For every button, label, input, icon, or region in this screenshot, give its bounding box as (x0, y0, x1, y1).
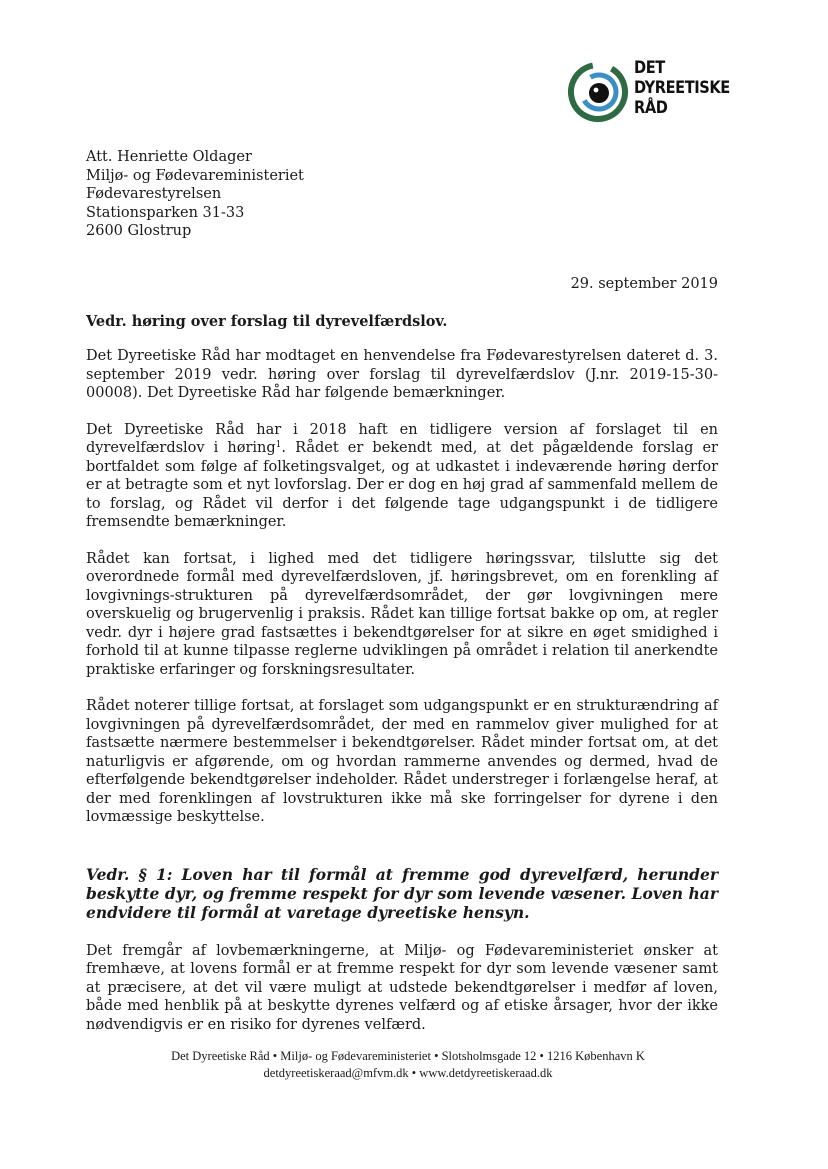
footnote-marker: 1 (275, 440, 282, 450)
logo-line-2: DYREETISKE (634, 78, 730, 98)
letter-subject: Vedr. høring over forslag til dyrevelfærdslov. (86, 313, 448, 330)
recipient-line-1: Att. Henriette Oldager (86, 149, 252, 165)
recipient-line-2: Miljø- og Fødevareministeriet (86, 167, 304, 184)
paragraph-4: Rådet noterer tillige fortsat, at forslaget som udgangspunkt er en strukturændring af lovgivningen på dyrevelfærdsområdet, der med en rammelov giver mulighed for at fastsætte nærmere bestemmelser i bekendtgørelser. Rådet minder fortsat om, at det naturligvis er afgørende, om og hvordan rammerne anvendes og dermed, hvad de efterfølgende bekendtgørelser indeholder. Rådet understreger i forlængelse heraf, at der med forenklingen af lovstrukturen ikke må ske forringelser for dyrene i den lovmæssige beskyttelse. (86, 698, 718, 825)
letter-date: 29. september 2019 (570, 276, 718, 292)
logo-wordmark (634, 58, 730, 118)
paragraph-1: Det Dyreetiske Råd har modtaget en henvendelse fra Fødevarestyrelsen dateret d. 3. september 2019 vedr. høring over forslag til dyrevelfærdslov (J.nr. 2019-15-30-00008). Det Dyreetiske Råd har følgende bemærkninger. (86, 348, 718, 401)
logo-line-1: DET (634, 58, 665, 78)
footer-contact: detdyreetiskeraad@mfvm.dk • www.detdyreetiskeraad.dk (263, 1066, 553, 1080)
organization-logo (566, 58, 736, 128)
paragraph-5: Det fremgår af lovbemærkningerne, at Miljø- og Fødevareministeriet ønsker at fremhæve, at lovens formål er at fremme respekt for dyr som levende væsener samt at præcisere, at det vil være muligt at udstede bekendtgørelser i medfør af loven, både med henblik på at beskytte dyrenes velfærd og af etiske årsager, hvor der ikke nødvendigvis er en risiko for dyrenes velfærd. (86, 942, 718, 1033)
recipient-line-4: Stationsparken 31-33 (86, 204, 245, 221)
footer-address: Det Dyreetiske Råd • Miljø- og Fødevareministeriet • Slotsholmsgade 12 • 1216 København K (171, 1049, 645, 1063)
paragraph-3: Rådet kan fortsat, i lighed med det tidligere høringssvar, tilslutte sig det overordnede formål med dyrevelfærdsloven, jf. høringsbrevet, om en forenkling af lovgivnings-strukturen på dyrevelfærdsområdet, der gør lovgivningen mere overskuelig og brugervenlig i praksis. Rådet kan tillige fortsat bakke op om, at regler vedr. dyr i højere grad fastsættes i bekendtgørelser for at sikre en øget smidighed i forhold til at kunne tilpasse reglerne udviklingen på området i relation til anerkendte praktiske erfaringer og forskningsresultater. (86, 550, 718, 678)
page-footer (86, 1048, 730, 1082)
recipient-line-3: Fødevarestyrelsen (86, 186, 222, 203)
paragraph-2-end: . Rådet er bekendt med, at det pågældende forslag er bortfaldet som følge af folketingsvalget, og at udkastet i indeværende høring derfor er at betragte som et nyt lovforslag. Der er dog en høj grad af sammenfald mellem de to forslag, og Rådet vil derfor i det følgende tage udgangspunkt i de tidligere fremsendte bemærkninger. (86, 440, 718, 530)
logo-line-3: RÅD (634, 98, 668, 118)
paragraph-2 (86, 421, 718, 532)
paragraph-2-start: Det Dyreetiske Råd har i 2018 haft en tidligere version af forslaget til en dyrevelfærdslov i høring (86, 421, 718, 456)
eye-logo-icon (566, 60, 630, 124)
recipient-address (86, 148, 304, 241)
section-heading: Vedr. § 1: Loven har til formål at fremme god dyrevelfærd, herunder beskytte dyr, og fremme respekt for dyr som levende væsener. Loven har endvidere til formål at varetage dyreetiske hensyn. (86, 864, 718, 922)
recipient-line-5: 2600 Glostrup (86, 223, 192, 240)
letter-body (86, 347, 718, 1053)
